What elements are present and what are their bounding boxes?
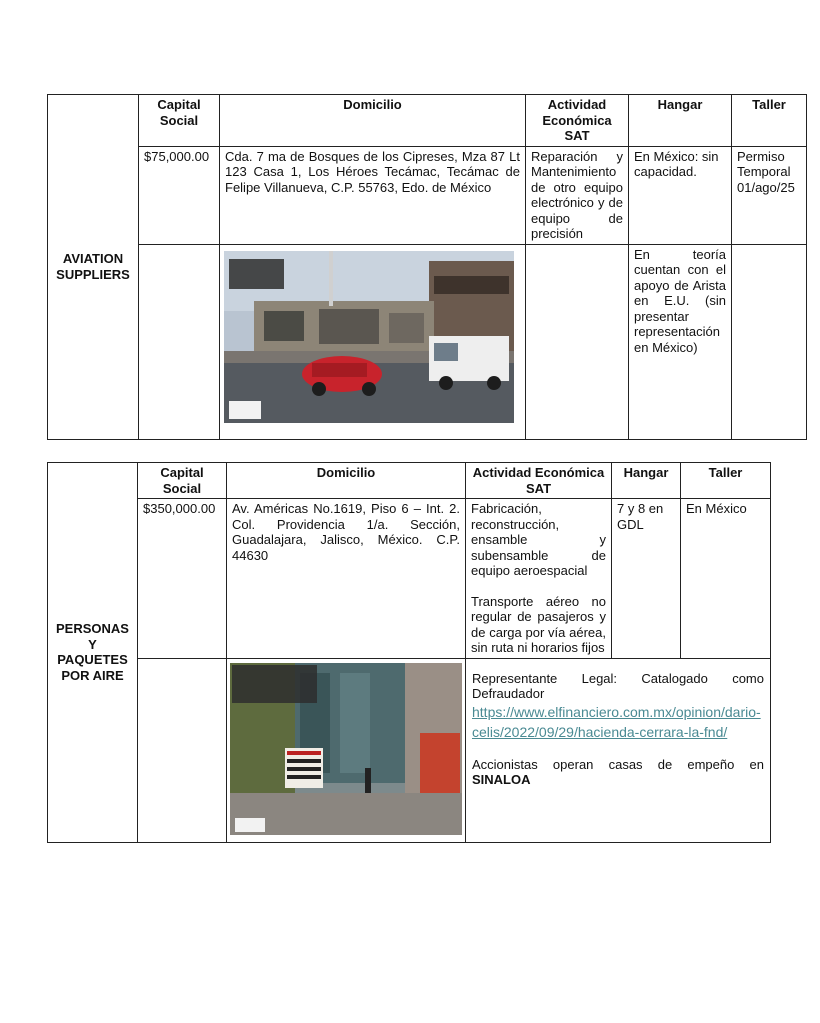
taller-value: En México (681, 499, 771, 659)
actividad-item: Transporte aéreo no regular de pasajeros y de carga por vía aérea, sin ruta ni horarios fijos (471, 593, 606, 655)
hangar-note: En teoría cuentan con el apoyo de Arista en E.U. (sin presentar representación en México) (629, 244, 732, 439)
header-actividad: Actividad Económica SAT (466, 463, 612, 499)
accionistas-text (472, 757, 764, 788)
hangar-value: En México: sin capacidad. (629, 146, 732, 244)
photo-cell (227, 658, 466, 842)
empty-cell (139, 244, 220, 439)
header-domicilio: Domicilio (220, 95, 526, 147)
accionistas-state: SINALOA (472, 772, 531, 787)
header-taller: Taller (681, 463, 771, 499)
domicilio-value: Av. Américas No.1619, Piso 6 – Int. 2. Col. Providencia 1/a. Sección, Guadalajara, Jalisco, México. C.P. 44630 (227, 499, 466, 659)
empty-cell (138, 658, 227, 842)
header-capital-social: Capital Social (138, 463, 227, 499)
empty-cell (526, 244, 629, 439)
actividad-value: Reparación y Mantenimiento de otro equipo electrónico y de equipo de precisión (526, 146, 629, 244)
header-capital-social: Capital Social (139, 95, 220, 147)
company-name: PERSONAS Y PAQUETES POR AIRE (48, 463, 138, 843)
header-actividad: Actividad Económica SAT (526, 95, 629, 147)
notes-cell (466, 658, 771, 842)
rep-legal-text: Representante Legal: Catalogado como Defraudador (472, 670, 764, 701)
empty-cell (732, 244, 807, 439)
capital-value: $75,000.00 (139, 146, 220, 244)
news-link[interactable]: https://www.elfinanciero.com.mx/opinion/dario-celis/2022/09/29/hacienda-cerrara-la-fnd/ (472, 703, 761, 740)
actividad-value (466, 499, 612, 659)
header-hangar: Hangar (629, 95, 732, 147)
header-hangar: Hangar (612, 463, 681, 499)
company-name: AVIATION SUPPLIERS (48, 95, 139, 440)
accionistas-label: Accionistas operan casas de empeño en (472, 756, 764, 772)
hangar-value: 7 y 8 en GDL (612, 499, 681, 659)
header-domicilio: Domicilio (227, 463, 466, 499)
street-view-photo (224, 251, 514, 423)
header-taller: Taller (732, 95, 807, 147)
actividad-item: Fabricación, reconstrucción, ensamble y subensamble de equipo aeroespacial (471, 501, 606, 578)
taller-value: Permiso Temporal 01/ago/25 (732, 146, 807, 244)
capital-value: $350,000.00 (138, 499, 227, 659)
photo-cell (220, 244, 526, 439)
street-view-photo (230, 663, 462, 835)
company-table-personas-y-paquetes (47, 462, 771, 843)
company-table-aviation-suppliers (47, 94, 807, 440)
domicilio-value: Cda. 7 ma de Bosques de los Cipreses, Mza 87 Lt 123 Casa 1, Los Héroes Tecámac, Tecámac de Felipe Villanueva, C.P. 55763, Edo. de México (220, 146, 526, 244)
